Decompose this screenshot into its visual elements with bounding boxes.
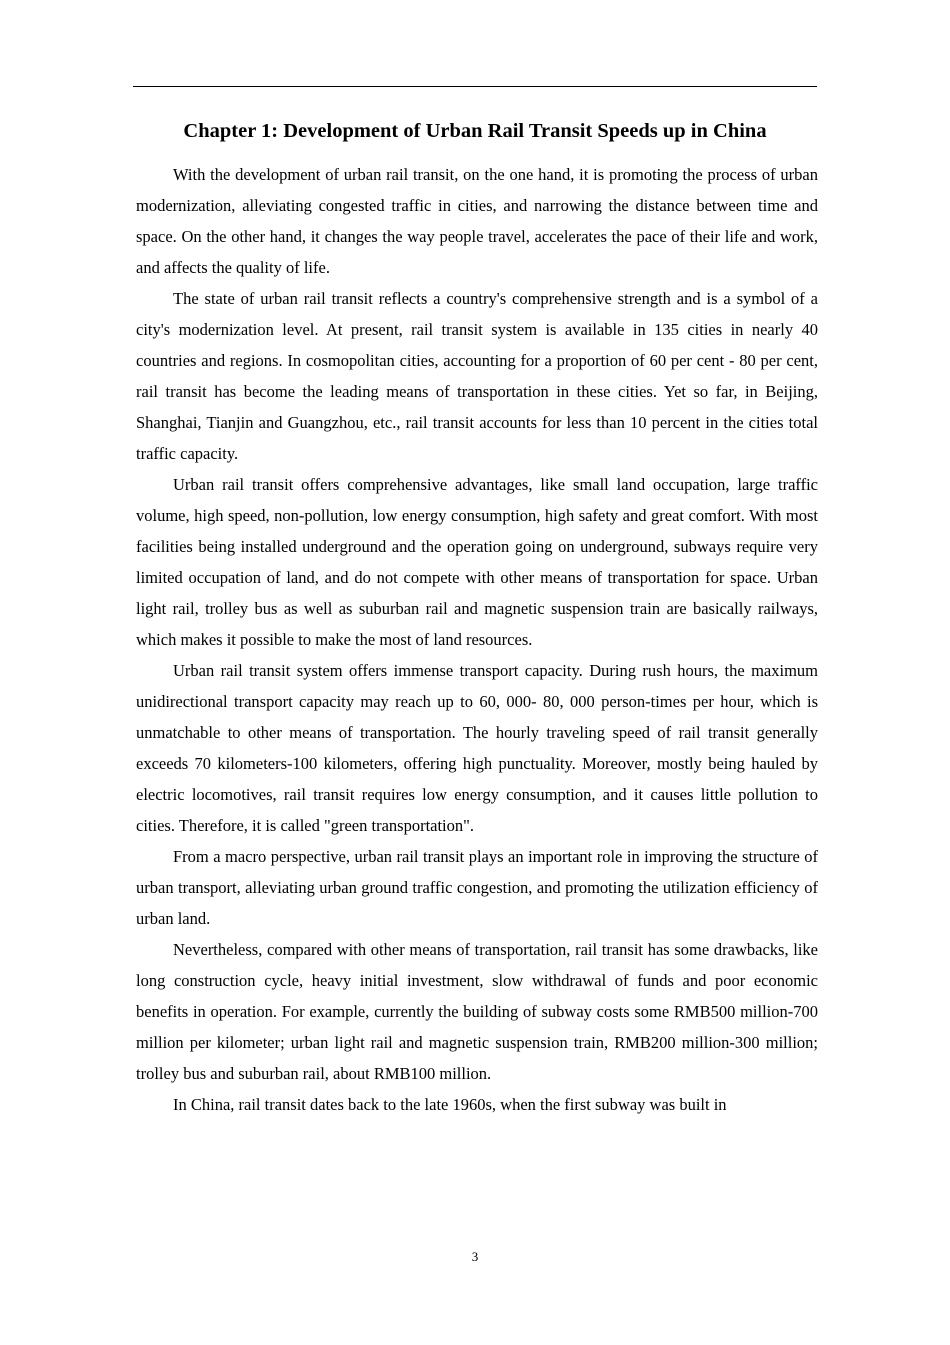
paragraph: From a macro perspective, urban rail transit plays an important role in improving the structure of urban transport, alleviating urban ground traffic congestion, and promoting the utilization efficiency of urban land. (136, 847, 818, 928)
paragraph: Urban rail transit system offers immense transport capacity. During rush hours, the maximum unidirectional transport capacity may reach up to 60, 000- 80, 000 person-times per hour, which is unmatchable to other means of transportation. The hourly traveling speed of rail transit generally exceeds 70 kilometers-100 kilometers, offering high punctuality. Moreover, mostly being hauled by electric locomotives, rail transit requires low energy consumption, and it causes little pollution to cities. Therefore, it is called "green transportation". (136, 661, 818, 835)
body-text (136, 159, 818, 1120)
paragraph: Urban rail transit offers comprehensive advantages, like small land occupation, large traffic volume, high speed, non-pollution, low energy consumption, high safety and great comfort. With most facilities being installed underground and the operation going on underground, subways require very limited occupation of land, and do not compete with other means of transportation for space. Urban light rail, trolley bus as well as suburban rail and magnetic suspension train are basically railways, which makes it possible to make the most of land resources. (136, 475, 818, 649)
paragraph: With the development of urban rail transit, on the one hand, it is promoting the process of urban modernization, alleviating congested traffic in cities, and narrowing the distance between time and space. On the other hand, it changes the way people travel, accelerates the pace of their life and work, and affects the quality of life. (136, 165, 818, 277)
paragraph: The state of urban rail transit reflects a country's comprehensive strength and is a symbol of a city's modernization level. At present, rail transit system is available in 135 cities in nearly 40 countries and regions. In cosmopolitan cities, accounting for a proportion of 60 per cent - 80 per cent, rail transit has become the leading means of transportation in these cities. Yet so far, in Beijing, Shanghai, Tianjin and Guangzhou, etc., rail transit accounts for less than 10 percent in the cities total traffic capacity. (136, 289, 818, 463)
paragraph: In China, rail transit dates back to the late 1960s, when the first subway was built in (173, 1095, 727, 1114)
header-rule (133, 86, 817, 87)
chapter-title: Chapter 1: Development of Urban Rail Transit Speeds up in China (183, 120, 767, 142)
paragraph: Nevertheless, compared with other means of transportation, rail transit has some drawbacks, like long construction cycle, heavy initial investment, slow withdrawal of funds and poor economic benefits in operation. For example, currently the building of subway costs some RMB500 million-700 million per kilometer; urban light rail and magnetic suspension train, RMB200 million-300 million; trolley bus and suburban rail, about RMB100 million. (136, 940, 818, 1083)
page-number: 3 (471, 1249, 479, 1264)
